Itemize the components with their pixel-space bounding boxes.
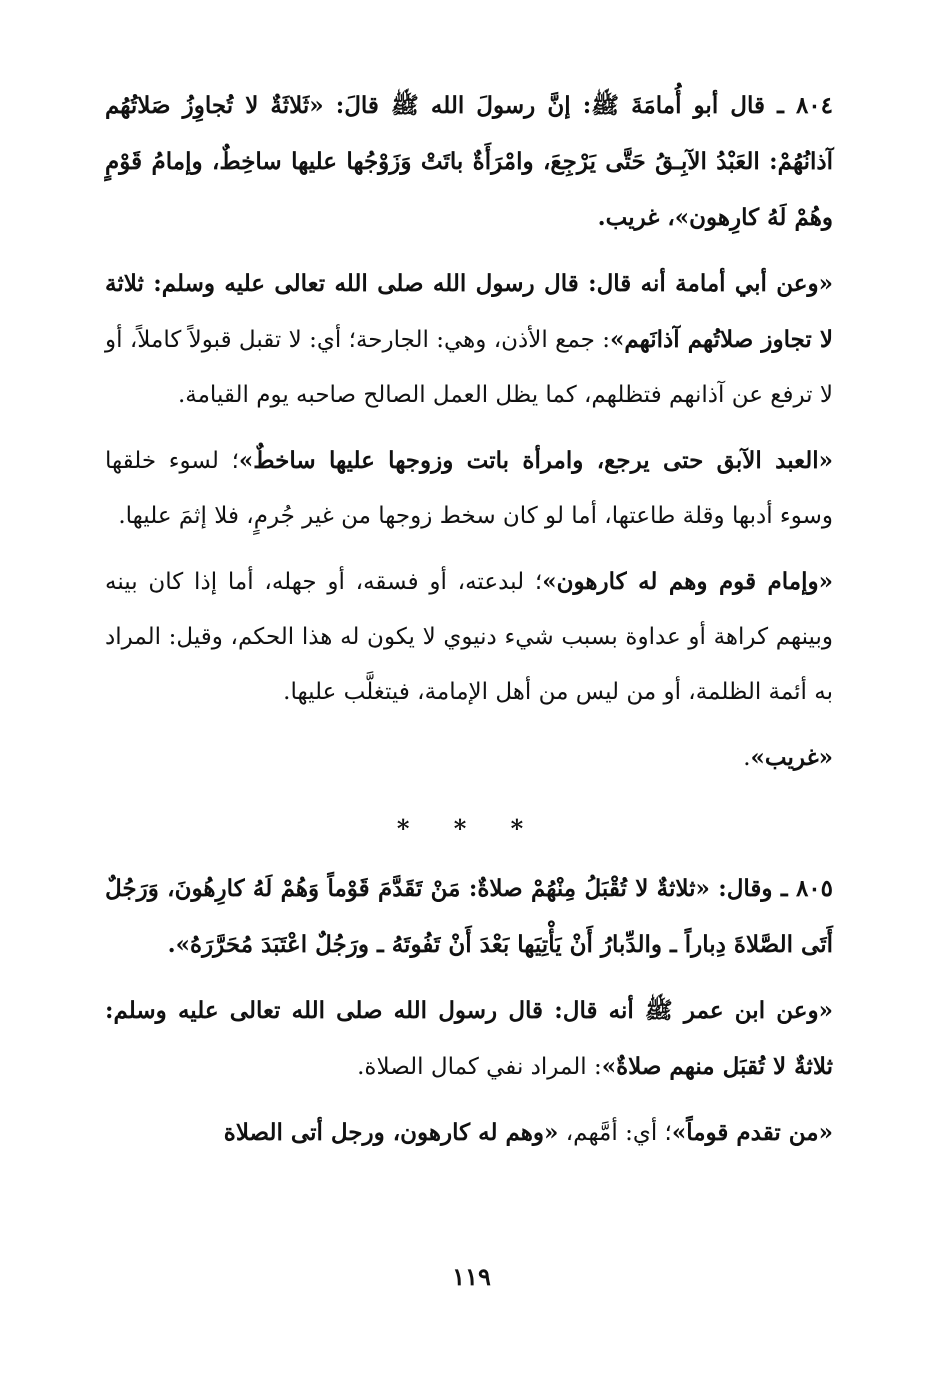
commentary-804-paragraph-2 bbox=[105, 433, 833, 544]
commentary-804-paragraph-1 bbox=[105, 256, 833, 423]
commentary-805-paragraph-1 bbox=[105, 983, 833, 1095]
hadith-805-text: ٨٠٥ ـ وقال: «ثلاثةٌ لا تُقْبَلُ مِنْهُمْ صلاةٌ: مَنْ تَقَدَّمَ قَوْماً وَهُمْ لَهُ كارِهُونَ، وَرَجُلٌ أَتَى الصَّلاةَ دِباراً ـ والدِّبارُ أَنْ يَأْتِيَها بَعْدَ أَنْ تَفُوتَهُ ـ ورَجُلٌ اعْتَبَدَ مُحَرَّرَهُ». bbox=[105, 875, 833, 958]
section-separator: * * * bbox=[396, 814, 542, 843]
explanation-text: ؛ لبدعته، أو فسقه، أو جهله، أما إذا كان بينه وبينهم كراهة أو عداوة بسبب شيء دنيوي لا يكون له هذا الحكم، وقيل: المراد به أئمة الظلمة، أو من ليس من أهل الإمامة، فيتغلَّب عليها. bbox=[105, 569, 833, 705]
quoted-text: «غريب» bbox=[750, 744, 833, 771]
quoted-text: «العبد الآبق حتى يرجع، وامرأة باتت وزوجها عليها ساخطٌ» bbox=[238, 447, 833, 474]
quoted-text: «وعن ابن عمر ﷺ أنه قال: قال رسول الله صلى الله تعالى عليه وسلم: ثلاثةٌ لا تُقبَل منهم صلاةٌ» bbox=[105, 997, 833, 1080]
hadith-804 bbox=[105, 78, 833, 246]
quoted-text-continued: «وهم له كارهون، ورجل أتى الصلاة bbox=[223, 1119, 559, 1146]
commentary-804-paragraph-3 bbox=[105, 554, 833, 720]
hadith-805 bbox=[105, 861, 833, 973]
quoted-text: «من تقدم قوماً» bbox=[671, 1119, 833, 1146]
quoted-text: «وعن أبي أمامة أنه قال: قال رسول الله صلى الله تعالى عليه وسلم: ثلاثة لا تجاوز صلاتُهم آذانَهم» bbox=[105, 270, 833, 353]
page-body bbox=[105, 78, 833, 1161]
page-number: ١١٩ bbox=[452, 1262, 491, 1291]
explanation-text: : المراد نفي كمال الصلاة. bbox=[357, 1054, 602, 1080]
commentary-805-paragraph-2 bbox=[105, 1105, 833, 1161]
hadith-804-text: ٨٠٤ ـ قال أبو أُمامَةَ ﷺ: إنَّ رسولَ الله ﷺ قالَ: «ثَلاثَةٌ لا تُجاوِزُ صَلاتُهُم آذانُهُمْ: العَبْدُ الآبِـقُ حَتَّى يَرْجِعَ، وامْرَأَةٌ باتَتْ وَزَوْجُها عليها ساخِطٌ، وإمامُ قَوْمٍ وهُمْ لَهُ كارِهون»، غريب. bbox=[105, 92, 833, 231]
quoted-text: «وإمام قوم وهم له كارهون» bbox=[542, 568, 833, 595]
explanation-text: ؛ لسوء خلقها وسوء أدبها وقلة طاعتها، أما لو كان سخط زوجها من غير جُرمٍ، فلا إثمَ عليها. bbox=[105, 448, 833, 529]
commentary-804-paragraph-4 bbox=[105, 730, 833, 786]
explanation-text: : جمع الأذن، وهي: الجارحة؛ أي: لا تقبل قبولاً كاملاً، أو لا ترفع عن آذانهم فتظلهم، كما يظل العمل الصالح صاحبه يوم القيامة. bbox=[105, 327, 833, 408]
explanation-text: ؛ أي: أمَّهم، bbox=[558, 1120, 672, 1146]
explanation-text: . bbox=[743, 745, 751, 771]
